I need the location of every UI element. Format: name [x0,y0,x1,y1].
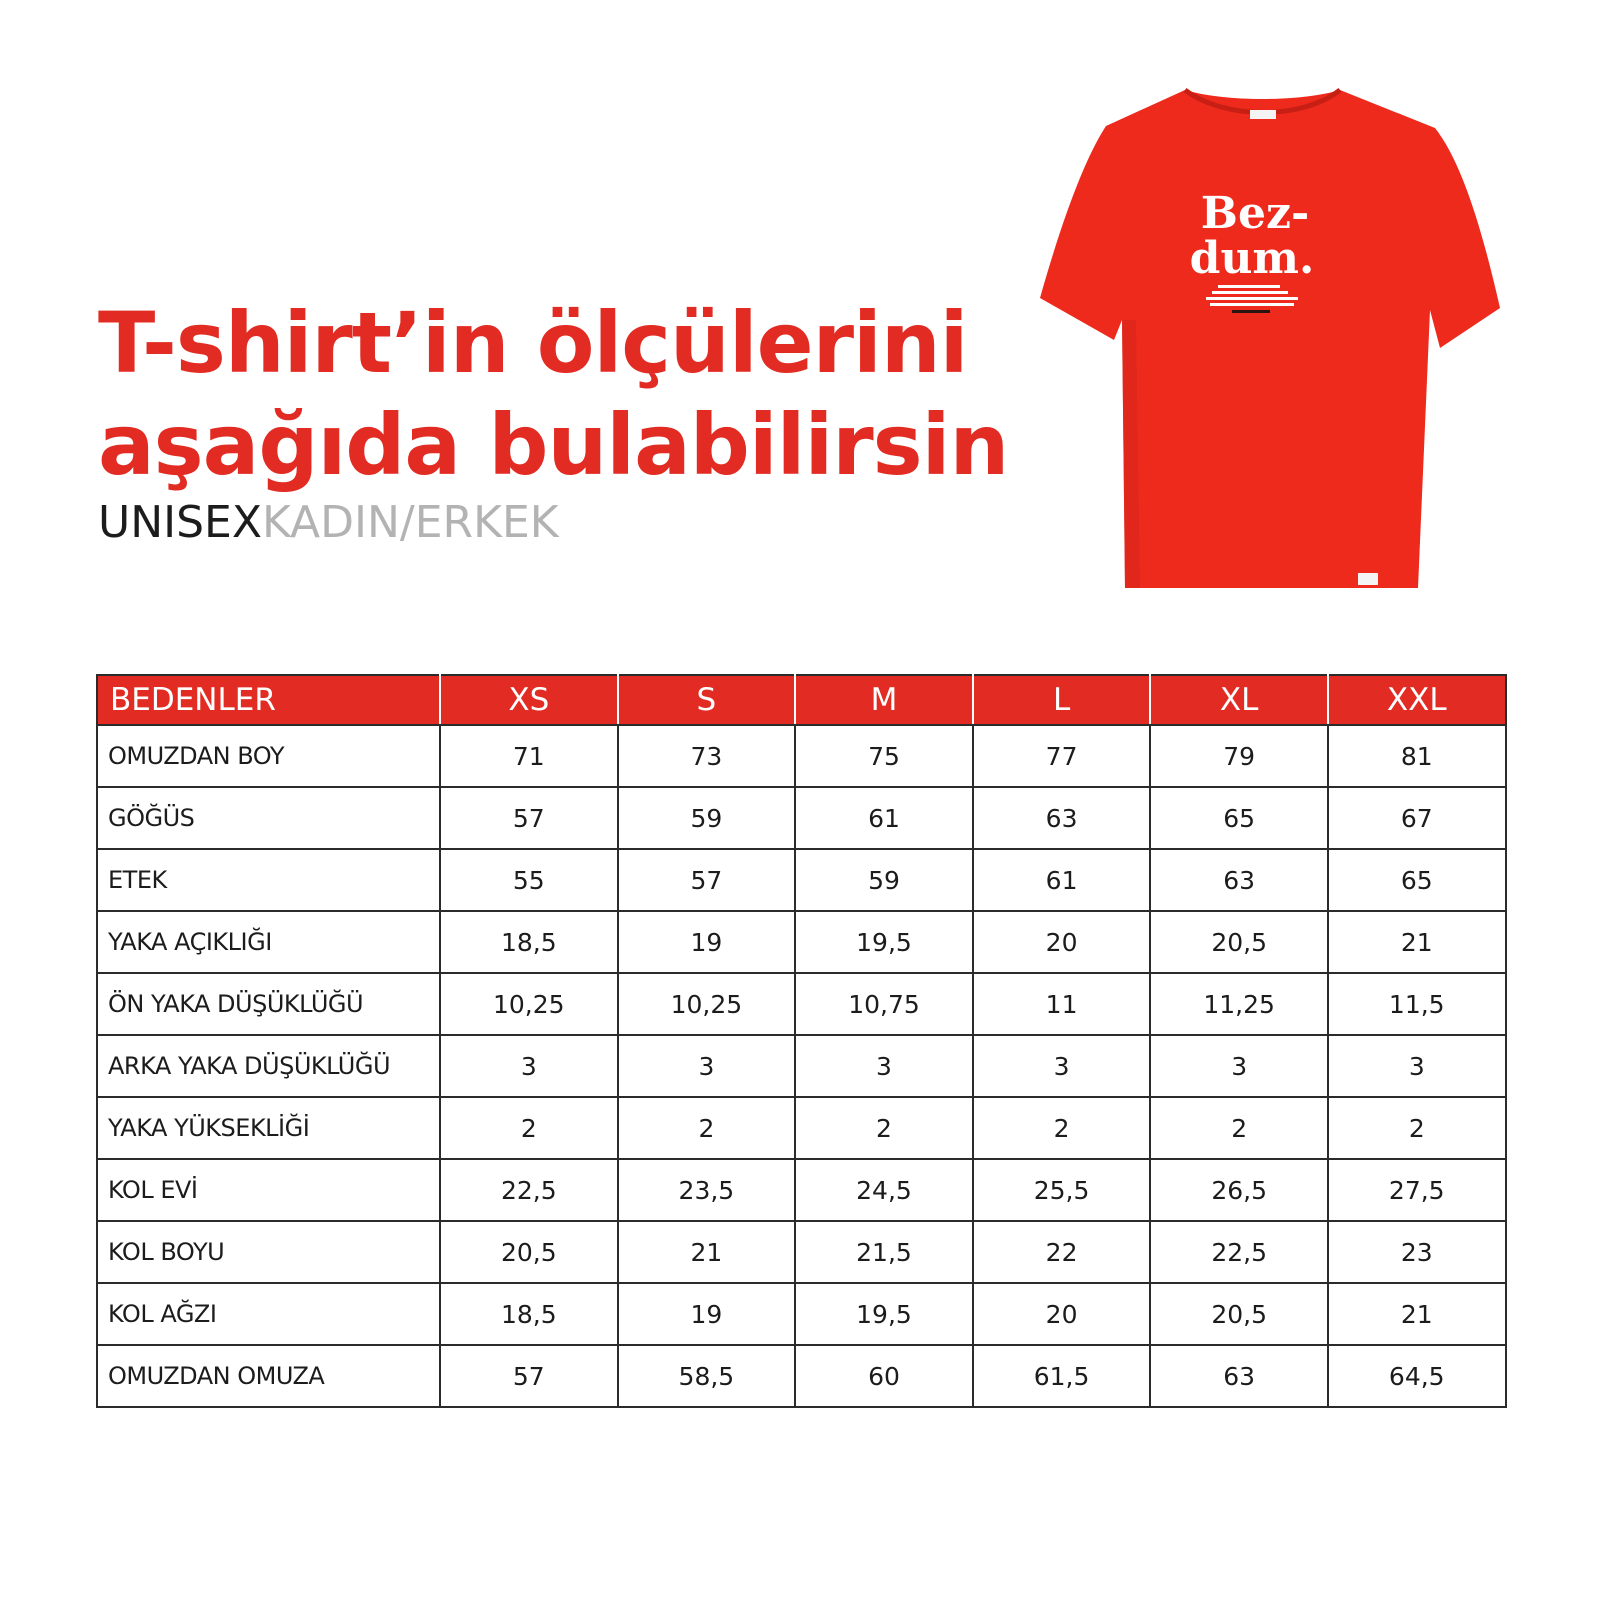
header-size-xl: XL [1150,675,1328,725]
measurement-value: 61 [973,849,1151,911]
table-row [97,1345,1506,1407]
header-size-xxl: XXL [1328,675,1506,725]
measurement-value: 57 [440,1345,618,1407]
measurement-value: 63 [1150,849,1328,911]
measurement-value: 60 [795,1345,973,1407]
measurement-value: 59 [618,787,796,849]
size-header-row [97,675,1506,725]
header-size-xs: XS [440,675,618,725]
measurement-value: 79 [1150,725,1328,787]
measurement-value: 3 [795,1035,973,1097]
measurement-label: ÖN YAKA DÜŞÜKLÜĞÜ [97,973,440,1035]
measurement-value: 81 [1328,725,1506,787]
measurement-value: 75 [795,725,973,787]
measurement-value: 18,5 [440,911,618,973]
measurement-value: 65 [1150,787,1328,849]
page-title [98,292,1008,496]
measurement-label: KOL EVİ [97,1159,440,1221]
measurement-value: 18,5 [440,1283,618,1345]
measurement-value: 2 [795,1097,973,1159]
measurement-value: 11 [973,973,1151,1035]
table-row [97,911,1506,973]
measurement-value: 77 [973,725,1151,787]
fit-subtitle [98,495,559,551]
hem-label-icon [1358,573,1378,585]
measurement-value: 63 [973,787,1151,849]
table-row [97,1221,1506,1283]
measurement-label: YAKA YÜKSEKLİĞİ [97,1097,440,1159]
measurement-label: ETEK [97,849,440,911]
size-chart-table [96,674,1507,1408]
measurement-value: 20,5 [440,1221,618,1283]
measurement-value: 20 [973,911,1151,973]
print-text-line-2: dum. [1189,233,1315,284]
table-row [97,849,1506,911]
neck-label-icon [1250,110,1276,119]
measurement-value: 55 [440,849,618,911]
measurement-value: 61 [795,787,973,849]
measurement-label: OMUZDAN BOY [97,725,440,787]
print-text-line-1: Bez- [1200,188,1310,239]
tshirt-body [1040,90,1500,588]
measurement-value: 24,5 [795,1159,973,1221]
measurement-value: 23,5 [618,1159,796,1221]
measurement-value: 11,5 [1328,973,1506,1035]
table-row [97,787,1506,849]
measurement-value: 57 [618,849,796,911]
table-row [97,1097,1506,1159]
measurement-value: 19 [618,1283,796,1345]
measurement-value: 63 [1150,1345,1328,1407]
header-size-l: L [973,675,1151,725]
header-size-m: M [795,675,973,725]
measurement-value: 20,5 [1150,1283,1328,1345]
measurement-value: 3 [973,1035,1151,1097]
measurement-value: 3 [1328,1035,1506,1097]
measurement-value: 73 [618,725,796,787]
page-title-line-1: T-shirt’in ölçülerini [98,294,968,392]
measurement-value: 20,5 [1150,911,1328,973]
page-title-line-2: aşağıda bulabilirsin [98,396,1009,494]
table-row [97,1035,1506,1097]
measurement-value: 2 [1328,1097,1506,1159]
measurement-value: 2 [973,1097,1151,1159]
measurement-value: 21 [618,1221,796,1283]
measurement-value: 23 [1328,1221,1506,1283]
measurement-value: 20 [973,1283,1151,1345]
measurement-value: 57 [440,787,618,849]
measurement-value: 2 [1150,1097,1328,1159]
measurement-value: 21,5 [795,1221,973,1283]
measurement-value: 10,75 [795,973,973,1035]
measurement-value: 22,5 [1150,1221,1328,1283]
measurement-value: 2 [440,1097,618,1159]
measurement-value: 25,5 [973,1159,1151,1221]
table-row [97,725,1506,787]
measurement-value: 27,5 [1328,1159,1506,1221]
measurement-value: 64,5 [1328,1345,1506,1407]
tshirt-product-image [1040,80,1510,610]
measurement-value: 59 [795,849,973,911]
measurement-value: 58,5 [618,1345,796,1407]
measurement-value: 3 [440,1035,618,1097]
table-row [97,1159,1506,1221]
measurement-value: 2 [618,1097,796,1159]
measurement-value: 21 [1328,1283,1506,1345]
measurement-value: 67 [1328,787,1506,849]
gender-label: KADIN/ERKEK [261,497,559,548]
measurement-value: 10,25 [440,973,618,1035]
measurement-value: 61,5 [973,1345,1151,1407]
measurement-value: 3 [618,1035,796,1097]
measurement-label: GÖĞÜS [97,787,440,849]
measurement-value: 19 [618,911,796,973]
measurement-value: 26,5 [1150,1159,1328,1221]
measurement-label: KOL AĞZI [97,1283,440,1345]
measurement-value: 19,5 [795,1283,973,1345]
measurement-label: YAKA AÇIKLIĞI [97,911,440,973]
measurement-value: 19,5 [795,911,973,973]
measurement-value: 65 [1328,849,1506,911]
measurement-label: OMUZDAN OMUZA [97,1345,440,1407]
header-size-s: S [618,675,796,725]
measurement-value: 10,25 [618,973,796,1035]
table-row [97,1283,1506,1345]
measurement-value: 3 [1150,1035,1328,1097]
header-sizes-label: BEDENLER [97,675,440,725]
table-row [97,973,1506,1035]
fit-type-label: UNISEX [98,497,262,548]
measurement-value: 22,5 [440,1159,618,1221]
measurement-value: 22 [973,1221,1151,1283]
measurement-label: ARKA YAKA DÜŞÜKLÜĞÜ [97,1035,440,1097]
measurement-value: 21 [1328,911,1506,973]
measurement-value: 71 [440,725,618,787]
measurement-value: 11,25 [1150,973,1328,1035]
measurement-label: KOL BOYU [97,1221,440,1283]
